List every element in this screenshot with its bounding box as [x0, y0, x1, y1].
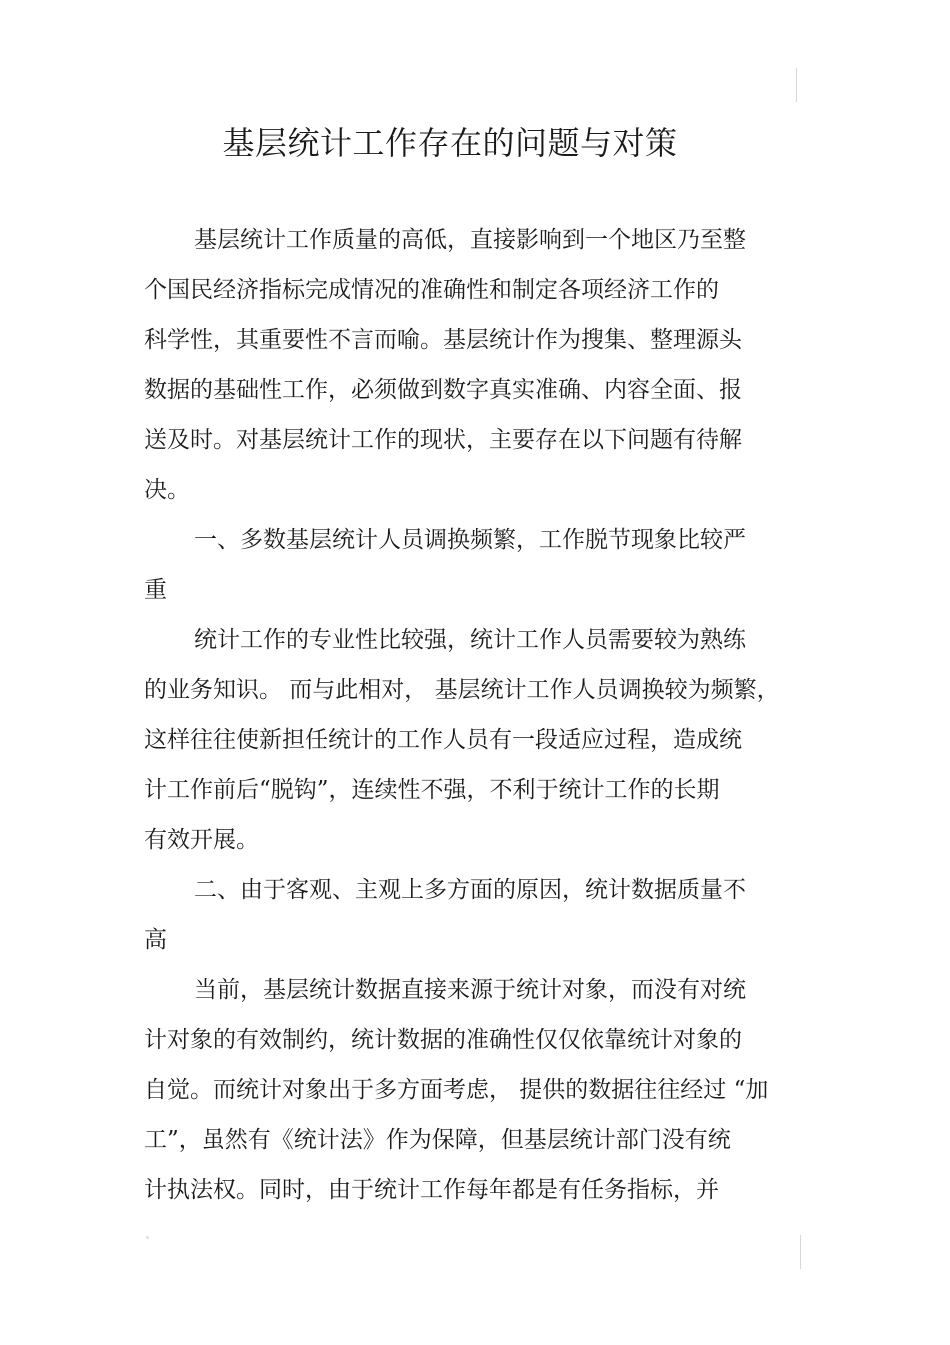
section-heading-line: 重: [144, 577, 167, 603]
body-line: 送及时。对基层统计工作的现状，主要存在以下问题有待解: [144, 427, 742, 453]
page-corner-mark: [146, 1236, 149, 1239]
body-line: 当前，基层统计数据直接来源于统计对象，而没有对统: [194, 977, 746, 1003]
page-edge-mark: [796, 68, 797, 102]
body-line: 工”，虽然有《统计法》作为保障，但基层统计部门没有统: [144, 1127, 731, 1153]
body-line: 统计工作的专业性比较强，统计工作人员需要较为熟练: [194, 627, 746, 653]
section-heading-line: 一、多数基层统计人员调换频繁，工作脱节现象比较严: [194, 527, 746, 553]
body-line: 个国民经济指标完成情况的准确性和制定各项经济工作的: [144, 277, 719, 303]
body-line: 科学性，其重要性不言而喻。基层统计作为搜集、整理源头: [144, 327, 742, 353]
body-line: 的业务知识。 而与此相对， 基层统计工作人员调换较为频繁，: [144, 677, 780, 703]
body-line: 数据的基础性工作，必须做到数字真实准确、内容全面、报: [144, 377, 742, 403]
section-heading-line: 高: [144, 927, 167, 953]
body-line: 计工作前后“脱钩”，连续性不强，不利于统计工作的长期: [144, 777, 720, 803]
section-heading-line: 二、由于客观、主观上多方面的原因，统计数据质量不: [194, 877, 746, 903]
body-line: 自觉。而统计对象出于多方面考虑， 提供的数据往往经过 “加: [144, 1077, 769, 1103]
page-edge-mark: [800, 1235, 801, 1269]
body-line: 基层统计工作质量的高低，直接影响到一个地区乃至整: [194, 227, 746, 253]
body-line: 有效开展。: [144, 827, 259, 853]
document-title: 基层统计工作存在的问题与对策: [222, 124, 678, 162]
body-line: 决。: [144, 477, 190, 503]
body-line: 计对象的有效制约，统计数据的准确性仅仅依靠统计对象的: [144, 1027, 742, 1053]
body-line: 计执法权。同时，由于统计工作每年都是有任务指标，并: [144, 1177, 719, 1203]
body-line: 这样往往使新担任统计的工作人员有一段适应过程，造成统: [144, 727, 742, 753]
